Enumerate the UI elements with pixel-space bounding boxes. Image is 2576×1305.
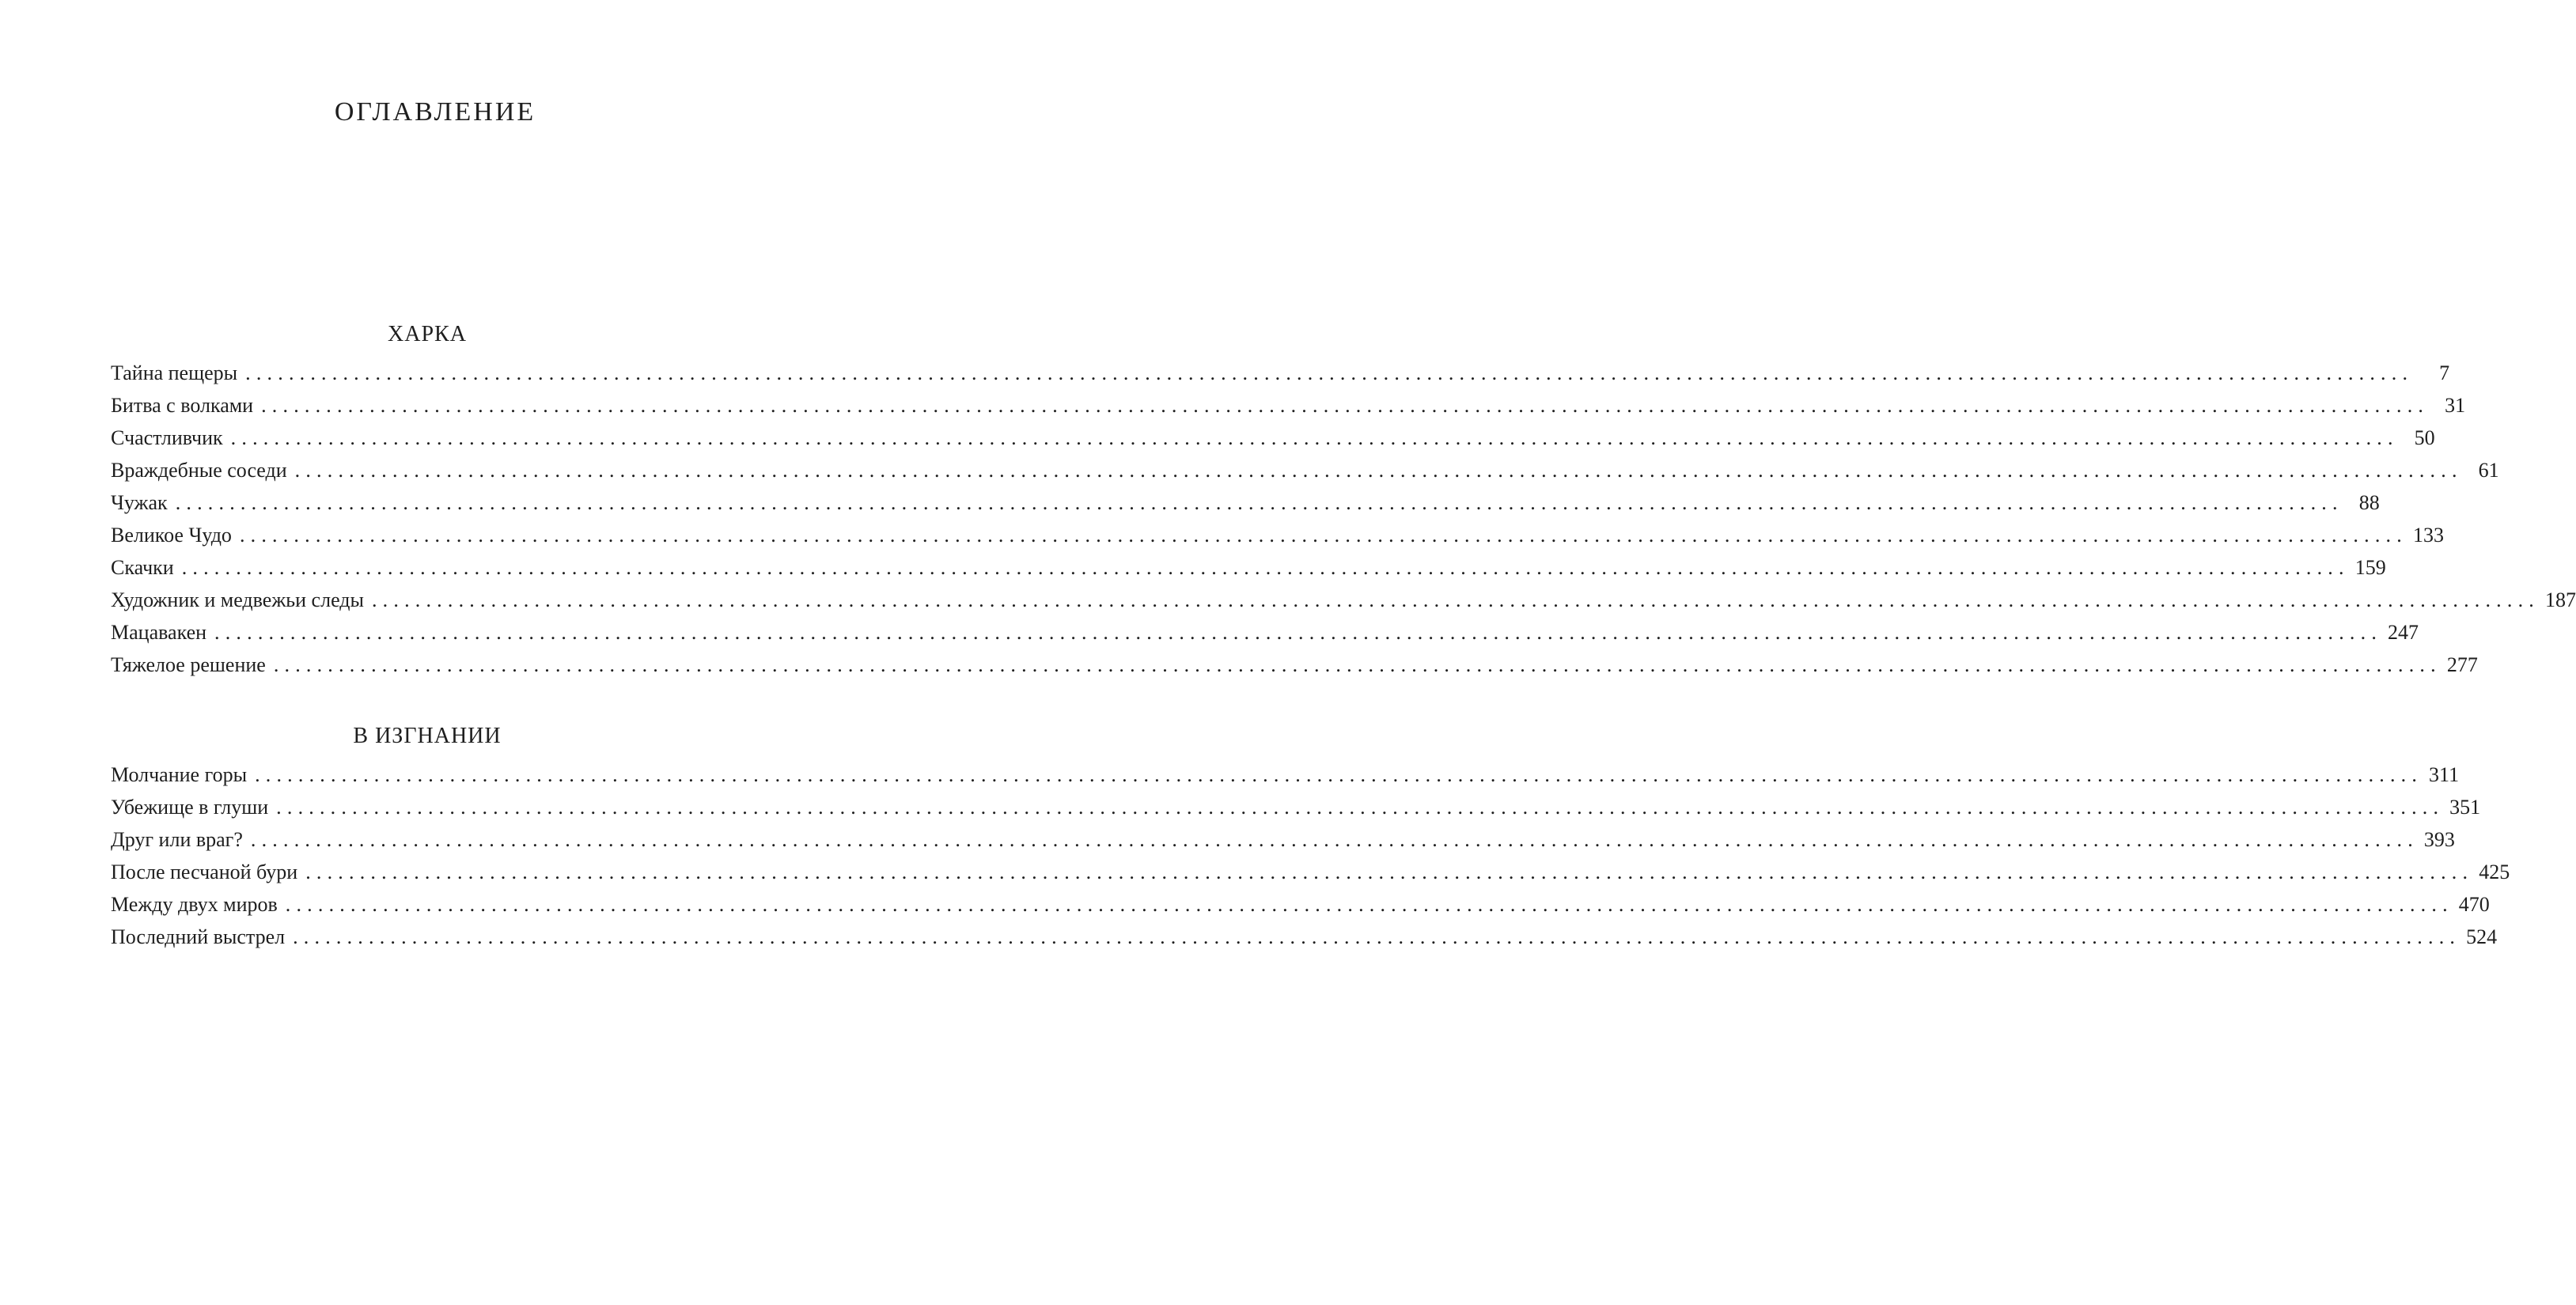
toc-entry-page: 393: [2423, 828, 2455, 851]
toc-entry[interactable]: [111, 856, 2510, 888]
toc-entry-page: 470: [2458, 893, 2490, 916]
toc-entry[interactable]: [111, 616, 2419, 649]
toc-entry-page: 247: [2388, 621, 2419, 644]
toc-entry[interactable]: [111, 649, 2478, 681]
toc-entry[interactable]: [111, 519, 2444, 551]
toc-entry-page: 7: [2439, 361, 2450, 384]
toc-entry-page: 351: [2449, 796, 2481, 819]
toc-entry-page: 133: [2412, 524, 2444, 547]
dot-leader: ........................................................................................................................................................................................................: [250, 828, 2419, 851]
dot-leader: ........................................................................................................................................................................................................: [230, 426, 2399, 449]
toc-entry-page: 311: [2429, 763, 2460, 786]
toc-entry[interactable]: [111, 422, 2435, 454]
toc-list: [111, 758, 2510, 953]
toc-entry[interactable]: [111, 791, 2481, 823]
toc-entry-title: Художник и медвежьи следы: [111, 588, 364, 611]
toc-entry-title: Последний выстрел: [111, 925, 286, 948]
toc-entry-page: 61: [2478, 459, 2499, 482]
dot-leader: ........................................................................................................................................................................................................: [293, 925, 2461, 948]
toc-entry-page: 31: [2445, 394, 2466, 417]
toc-list: [111, 357, 2576, 681]
dot-leader: ........................................................................................................................................................................................................: [294, 459, 2463, 482]
toc-entry-page: 277: [2446, 653, 2478, 676]
toc-entry-title: После песчаной бури: [111, 861, 298, 883]
dot-leader: ........................................................................................................................................................................................................: [175, 491, 2343, 514]
dot-leader: ........................................................................................................................................................................................................: [371, 588, 2540, 611]
toc-entry-title: Счастливчик: [111, 426, 223, 449]
toc-entry[interactable]: [111, 823, 2455, 856]
dot-leader: ........................................................................................................................................................................................................: [276, 796, 2445, 819]
toc-entry[interactable]: [111, 551, 2386, 584]
toc-entry-page: 425: [2479, 861, 2510, 883]
toc-entry[interactable]: [111, 921, 2498, 953]
toc-entry-title: Битва с волками: [111, 394, 254, 417]
toc-entry-page: 524: [2466, 925, 2498, 948]
toc-entry[interactable]: [111, 888, 2490, 921]
dot-leader: ........................................................................................................................................................................................................: [273, 653, 2442, 676]
dot-leader: ........................................................................................................................................................................................................: [245, 361, 2414, 384]
toc-entry[interactable]: [111, 389, 2466, 422]
dot-leader: ........................................................................................................................................................................................................: [255, 763, 2423, 786]
section-title: В ИЗГНАНИИ: [353, 724, 502, 748]
toc-entry[interactable]: [111, 357, 2450, 389]
toc-entry-title: Великое Чудо: [111, 524, 232, 547]
toc-section-karka: [111, 320, 2576, 681]
dot-leader: ........................................................................................................................................................................................................: [181, 556, 2350, 579]
dot-leader: ........................................................................................................................................................................................................: [285, 893, 2453, 916]
toc-entry-page: 50: [2414, 426, 2435, 449]
toc-entry-title: Молчание горы: [111, 763, 248, 786]
dot-leader: ........................................................................................................................................................................................................: [305, 861, 2474, 883]
toc-entry-title: Мацавакен: [111, 621, 207, 644]
toc-entry-title: Между двух миров: [111, 893, 278, 916]
toc-entry-title: Скачки: [111, 556, 174, 579]
toc-section-exile: [111, 722, 2510, 953]
toc-entry[interactable]: [111, 454, 2499, 486]
dot-leader: ........................................................................................................................................................................................................: [261, 394, 2430, 417]
toc-entry-page: 187: [2544, 588, 2576, 611]
dot-leader: ........................................................................................................................................................................................................: [214, 621, 2383, 644]
toc-entry-page: 159: [2354, 556, 2386, 579]
section-title: ХАРКА: [388, 322, 467, 346]
toc-entry-title: Чужак: [111, 491, 168, 514]
toc-entry-title: Тайна пещеры: [111, 361, 238, 384]
toc-entry[interactable]: [111, 584, 2576, 616]
dot-leader: ........................................................................................................................................................................................................: [239, 524, 2407, 547]
toc-entry[interactable]: [111, 486, 2380, 519]
toc-entry-title: Убежище в глуши: [111, 796, 269, 819]
toc-entry-page: 88: [2358, 491, 2380, 514]
page-title: ОГЛАВЛЕНИЕ: [334, 97, 536, 127]
toc-entry-title: Враждебные соседи: [111, 459, 287, 482]
toc-entry[interactable]: [111, 758, 2460, 791]
toc-entry-title: Тяжелое решение: [111, 653, 266, 676]
toc-entry-title: Друг или враг?: [111, 828, 243, 851]
